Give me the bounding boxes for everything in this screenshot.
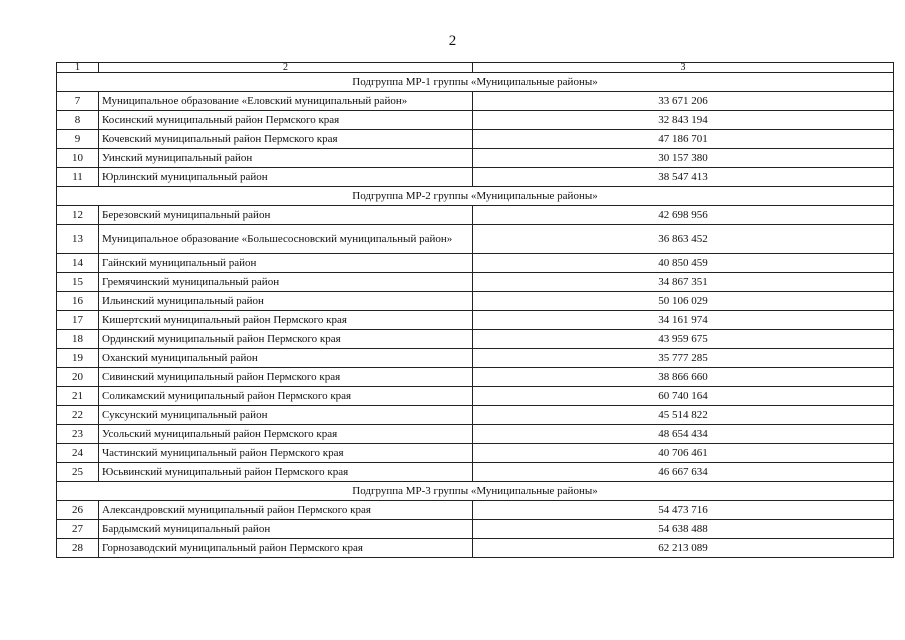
subgroup-title: Подгруппа МР-2 группы «Муниципальные районы» (57, 187, 894, 206)
table-row (57, 406, 894, 425)
district-value: 46 667 634 (473, 463, 894, 482)
row-number: 9 (57, 130, 99, 149)
district-value: 43 959 675 (473, 330, 894, 349)
district-name: Усольский муниципальный район Пермского края (99, 425, 473, 444)
district-name: Александровский муниципальный район Пермского края (99, 501, 473, 520)
district-value: 54 638 488 (473, 520, 894, 539)
district-name: Частинский муниципальный район Пермского края (99, 444, 473, 463)
row-number: 12 (57, 206, 99, 225)
district-value: 47 186 701 (473, 130, 894, 149)
district-value: 54 473 716 (473, 501, 894, 520)
table-row (57, 225, 894, 254)
subgroup-title: Подгруппа МР-3 группы «Муниципальные районы» (57, 482, 894, 501)
subgroup-title: Подгруппа МР-1 группы «Муниципальные районы» (57, 73, 894, 92)
table-row (57, 273, 894, 292)
subgroup-header-row (57, 187, 894, 206)
table-row (57, 349, 894, 368)
district-name: Березовский муниципальный район (99, 206, 473, 225)
page-number: 2 (448, 33, 457, 49)
row-number: 11 (57, 168, 99, 187)
row-number: 27 (57, 520, 99, 539)
row-number: 22 (57, 406, 99, 425)
municipal-districts-table (56, 62, 894, 558)
table-row (57, 330, 894, 349)
table-row (57, 425, 894, 444)
district-name: Уинский муниципальный район (99, 149, 473, 168)
column-header-2: 2 (99, 63, 473, 73)
row-number: 8 (57, 111, 99, 130)
row-number: 17 (57, 311, 99, 330)
district-name: Соликамский муниципальный район Пермского края (99, 387, 473, 406)
column-number-header-row (57, 63, 894, 73)
district-value: 36 863 452 (473, 225, 894, 254)
table-row (57, 111, 894, 130)
subgroup-header-row (57, 482, 894, 501)
table-row (57, 520, 894, 539)
table-row (57, 292, 894, 311)
table-row (57, 539, 894, 558)
row-number: 10 (57, 149, 99, 168)
table-row (57, 501, 894, 520)
table-row (57, 444, 894, 463)
district-name: Ординский муниципальный район Пермского края (99, 330, 473, 349)
district-value: 34 161 974 (473, 311, 894, 330)
table-row (57, 368, 894, 387)
row-number: 24 (57, 444, 99, 463)
row-number: 26 (57, 501, 99, 520)
district-value: 40 850 459 (473, 254, 894, 273)
district-name: Косинский муниципальный район Пермского края (99, 111, 473, 130)
district-name: Кочевский муниципальный район Пермского края (99, 130, 473, 149)
district-name: Сивинский муниципальный район Пермского края (99, 368, 473, 387)
district-value: 45 514 822 (473, 406, 894, 425)
row-number: 28 (57, 539, 99, 558)
subgroup-header-row (57, 73, 894, 92)
table-row (57, 206, 894, 225)
district-name: Суксунский муниципальный район (99, 406, 473, 425)
district-value: 62 213 089 (473, 539, 894, 558)
district-name: Гремячинский муниципальный район (99, 273, 473, 292)
column-header-3: 3 (473, 63, 894, 73)
row-number: 19 (57, 349, 99, 368)
district-name: Ильинский муниципальный район (99, 292, 473, 311)
district-value: 60 740 164 (473, 387, 894, 406)
district-value: 38 866 660 (473, 368, 894, 387)
district-name: Муниципальное образование «Большесосновский муниципальный район» (99, 225, 473, 254)
row-number: 21 (57, 387, 99, 406)
district-name: Юсьвинский муниципальный район Пермского края (99, 463, 473, 482)
table-row (57, 168, 894, 187)
district-name: Оханский муниципальный район (99, 349, 473, 368)
district-name: Гайнский муниципальный район (99, 254, 473, 273)
table-row (57, 92, 894, 111)
district-name: Юрлинский муниципальный район (99, 168, 473, 187)
row-number: 18 (57, 330, 99, 349)
table-row (57, 387, 894, 406)
table-row (57, 149, 894, 168)
district-value: 35 777 285 (473, 349, 894, 368)
row-number: 25 (57, 463, 99, 482)
district-name: Бардымский муниципальный район (99, 520, 473, 539)
district-value: 32 843 194 (473, 111, 894, 130)
table-row (57, 254, 894, 273)
row-number: 16 (57, 292, 99, 311)
row-number: 15 (57, 273, 99, 292)
row-number: 7 (57, 92, 99, 111)
row-number: 14 (57, 254, 99, 273)
table-row (57, 463, 894, 482)
table-row (57, 311, 894, 330)
district-value: 48 654 434 (473, 425, 894, 444)
district-name: Горнозаводский муниципальный район Пермского края (99, 539, 473, 558)
district-name: Кишертский муниципальный район Пермского края (99, 311, 473, 330)
district-value: 50 106 029 (473, 292, 894, 311)
table-row (57, 130, 894, 149)
column-header-1: 1 (57, 63, 99, 73)
district-value: 33 671 206 (473, 92, 894, 111)
district-value: 34 867 351 (473, 273, 894, 292)
row-number: 23 (57, 425, 99, 444)
row-number: 13 (57, 225, 99, 254)
district-value: 30 157 380 (473, 149, 894, 168)
district-name: Муниципальное образование «Еловский муниципальный район» (99, 92, 473, 111)
district-value: 42 698 956 (473, 206, 894, 225)
district-value: 40 706 461 (473, 444, 894, 463)
district-value: 38 547 413 (473, 168, 894, 187)
row-number: 20 (57, 368, 99, 387)
